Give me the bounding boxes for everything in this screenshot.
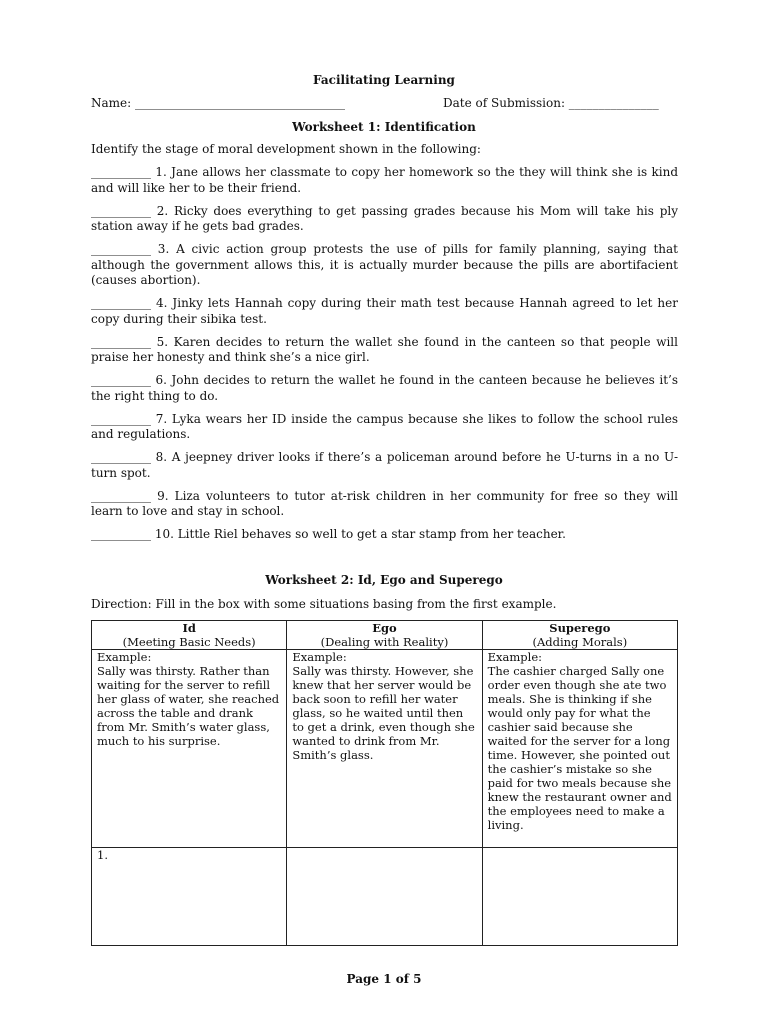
column-header-superego — [482, 621, 677, 650]
column-heading: Id — [182, 621, 196, 635]
example-label: Example: — [292, 650, 347, 664]
identification-item-3: __________ 3. A civic action group protests the use of pills for family planning, saying that although the government allows this, it is actually murder because the pills are abortifacient (causes abortion). — [91, 242, 678, 287]
answer-cell-id[interactable] — [92, 848, 287, 946]
example-cell-ego — [287, 650, 482, 848]
example-label: Example: — [97, 650, 152, 664]
worksheet2-direction: Direction: Fill in the box with some situations basing from the first example. — [91, 597, 557, 611]
identification-item-10: __________ 10. Little Riel behaves so well to get a star stamp from her teacher. — [91, 527, 566, 541]
worksheet1-instruction: Identify the stage of moral development shown in the following: — [91, 142, 481, 156]
column-subheading: (Adding Morals) — [532, 635, 628, 649]
answer-cell-superego[interactable] — [482, 848, 677, 946]
name-date-row — [91, 96, 679, 112]
identification-item-7: __________ 7. Lyka wears her ID inside the campus because she likes to follow the school rules and regulations. — [91, 411, 678, 441]
example-text: Sally was thirsty. However, she knew that her server would be back soon to refill her water glass, so he waited until then to get a drink, even though she wanted to drink from Mr. Smith’s glass. — [292, 664, 475, 762]
example-text: Sally was thirsty. Rather than waiting for the server to refill her glass of water, she reached across the table and drank from Mr. Smith’s water glass, much to his surprise. — [97, 664, 280, 748]
identification-item-6: __________ 6. John decides to return the wallet he found in the canteen because he believes it’s the right thing to do. — [91, 373, 678, 403]
identification-item-4: __________ 4. Jinky lets Hannah copy during their math test because Hannah agreed to let her copy during their sibika test. — [91, 296, 678, 326]
example-cell-id — [92, 650, 287, 848]
column-header-id — [92, 621, 287, 650]
identification-item-8: __________ 8. A jeepney driver looks if there’s a policeman around before he U-turns in a no U-turn spot. — [91, 450, 678, 480]
date-of-submission-label: Date of Submission: _______________ — [443, 96, 659, 110]
answer-cell-ego[interactable] — [287, 848, 482, 946]
example-text: The cashier charged Sally one order even though she ate two meals. She is thinking if she would only pay for what the cashier said because she waited for the server for a long time. However, she pointed out the cashier’s mistake so she paid for two meals because she knew the restaurant owner and the employees need to make a living. — [487, 664, 672, 832]
column-subheading: (Dealing with Reality) — [320, 635, 449, 649]
column-subheading: (Meeting Basic Needs) — [122, 635, 256, 649]
document-title: Facilitating Learning — [313, 73, 455, 87]
worksheet2-title: Worksheet 2: Id, Ego and Superego — [265, 573, 503, 587]
column-heading: Superego — [549, 621, 611, 635]
identification-items — [91, 165, 678, 550]
row-number: 1. — [97, 848, 108, 862]
example-cell-superego — [482, 650, 677, 848]
identification-item-2: __________ 2. Ricky does everything to get passing grades because his Mom will take his ply station away if he gets bad grades. — [91, 203, 678, 233]
table-row-example — [92, 650, 678, 848]
identification-item-9: __________ 9. Liza volunteers to tutor at-risk children in her community for free so they will learn to love and stay in school. — [91, 488, 678, 518]
identification-item-1: __________ 1. Jane allows her classmate to copy her homework so the they will think she is kind and will like her to be their friend. — [91, 165, 678, 195]
id-ego-superego-table — [91, 620, 678, 946]
name-field-label: Name: ___________________________________ — [91, 96, 345, 110]
worksheet1-title: Worksheet 1: Identification — [292, 120, 476, 134]
column-heading: Ego — [372, 621, 397, 635]
example-label: Example: — [487, 650, 543, 664]
column-header-ego — [287, 621, 482, 650]
identification-item-5: __________ 5. Karen decides to return the wallet she found in the canteen so that people will praise her honesty and think she’s a nice girl. — [91, 334, 678, 364]
table-header-row — [92, 621, 678, 650]
page-number: Page 1 of 5 — [346, 972, 422, 986]
table-row-1 — [92, 848, 678, 946]
